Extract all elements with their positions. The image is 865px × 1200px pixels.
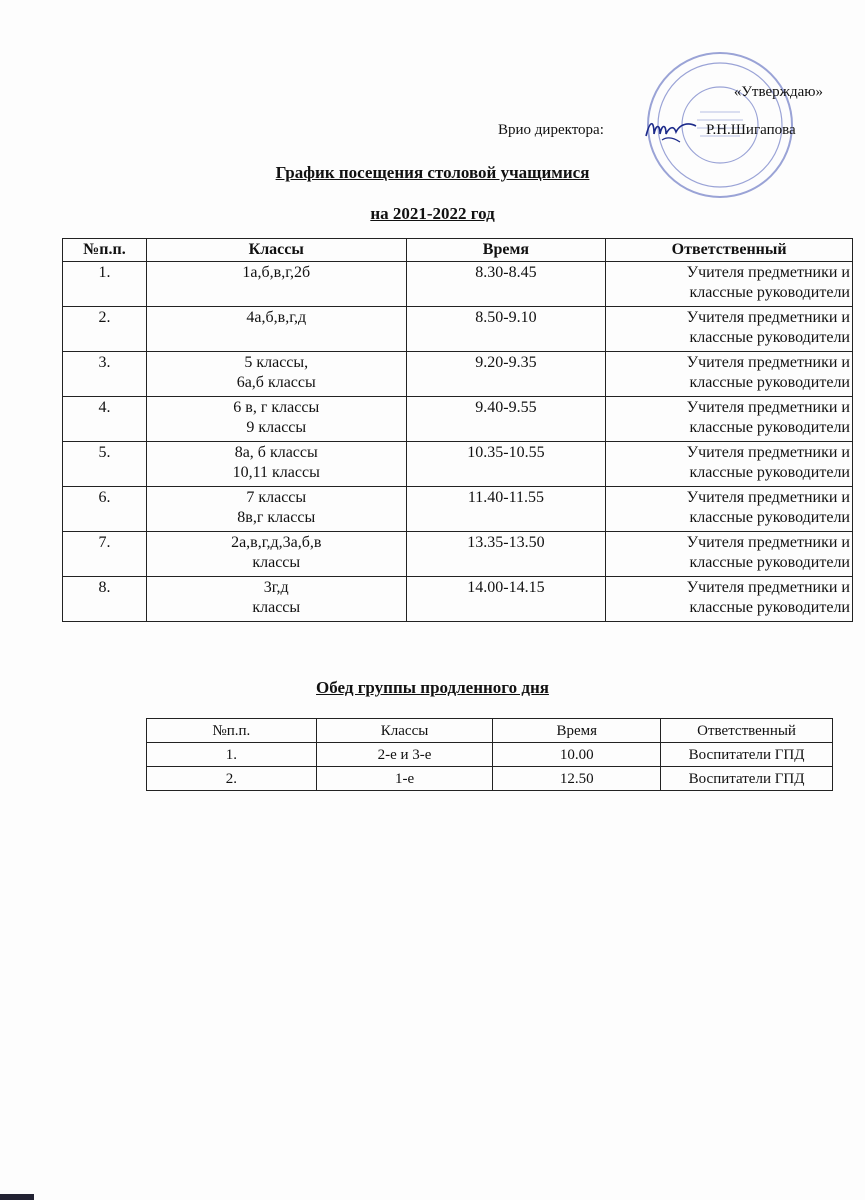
classes-cell: 2-е и 3-е	[316, 743, 493, 767]
time-cell: 10.00	[493, 743, 661, 767]
director-label: Врио директора:	[498, 122, 604, 138]
row-number: 1.	[63, 262, 147, 307]
cell-line: 8а, б классы	[234, 444, 318, 461]
extended-title: Обед группы продленного дня	[316, 678, 549, 697]
classes-cell	[146, 532, 406, 577]
cell-line: 6а,б классы	[236, 374, 316, 391]
table-row	[63, 442, 853, 487]
time-cell: 12.50	[493, 767, 661, 791]
row-number: 7.	[63, 532, 147, 577]
responsible-cell	[606, 577, 853, 622]
table-row	[63, 262, 853, 307]
extended-day-table	[146, 718, 833, 791]
column-header: Ответственный	[606, 239, 853, 262]
responsible-cell	[606, 532, 853, 577]
time-cell: 9.40-9.55	[406, 397, 606, 442]
cell-line: 1а,б,в,г,2б	[242, 264, 311, 281]
time-cell: 9.20-9.35	[406, 352, 606, 397]
time-cell: 10.35-10.55	[406, 442, 606, 487]
classes-cell	[146, 577, 406, 622]
cell-line: 7 классы	[246, 489, 307, 506]
cell-line: классные руководители	[689, 464, 850, 481]
responsible-cell	[606, 307, 853, 352]
column-header: Классы	[146, 239, 406, 262]
cell-line: Учителя предметники и	[686, 444, 850, 461]
page-subtitle: на 2021-2022 год	[370, 204, 495, 223]
cell-line: 4а,б,в,г,д	[246, 309, 307, 326]
cell-line: классные руководители	[689, 509, 850, 526]
director-name: Р.Н.Шигапова	[706, 122, 796, 138]
cell-line: 2а,в,г,д,3а,б,в	[231, 534, 322, 551]
column-header: Ответственный	[661, 719, 833, 743]
table-row	[63, 532, 853, 577]
cell-line: классные руководители	[689, 329, 850, 346]
cell-line: 8в,г классы	[237, 509, 316, 526]
cell-line: классные руководители	[689, 374, 850, 391]
cell-line: Учителя предметники и	[686, 579, 850, 596]
table-row	[63, 352, 853, 397]
table-row	[147, 767, 833, 791]
row-number: 6.	[63, 487, 147, 532]
scan-edge	[0, 1194, 34, 1200]
responsible-cell: Воспитатели ГПД	[661, 767, 833, 791]
cell-line: Учителя предметники и	[686, 534, 850, 551]
responsible-cell	[606, 262, 853, 307]
time-cell: 14.00-14.15	[406, 577, 606, 622]
table-row	[63, 487, 853, 532]
table-header-row	[63, 239, 853, 262]
row-number: 5.	[63, 442, 147, 487]
classes-cell	[146, 262, 406, 307]
cell-line: 3г,д	[263, 579, 289, 596]
cell-line: Учителя предметники и	[686, 399, 850, 416]
cell-line: 6 в, г классы	[233, 399, 320, 416]
approve-label: «Утверждаю»	[733, 84, 823, 100]
row-number: 8.	[63, 577, 147, 622]
column-header: №п.п.	[63, 239, 147, 262]
cell-line: 5 классы,	[244, 354, 309, 371]
cell-line: классные руководители	[689, 419, 850, 436]
responsible-cell	[606, 397, 853, 442]
column-header: Время	[406, 239, 606, 262]
classes-cell	[146, 307, 406, 352]
cell-line: Учителя предметники и	[686, 489, 850, 506]
responsible-cell	[606, 442, 853, 487]
classes-cell	[146, 397, 406, 442]
responsible-cell	[606, 487, 853, 532]
cell-line: классные руководители	[689, 554, 850, 571]
row-number: 4.	[63, 397, 147, 442]
cell-line: Учителя предметники и	[686, 264, 850, 281]
cell-line: классы	[252, 599, 301, 616]
cell-line: классные руководители	[689, 284, 850, 301]
table-header-row	[147, 719, 833, 743]
row-number: 2.	[63, 307, 147, 352]
cell-line: 10,11 классы	[232, 464, 320, 481]
responsible-cell: Воспитатели ГПД	[661, 743, 833, 767]
classes-cell: 1-е	[316, 767, 493, 791]
director-line	[498, 122, 828, 139]
classes-cell	[146, 442, 406, 487]
column-header: Время	[493, 719, 661, 743]
cell-line: классные руководители	[689, 599, 850, 616]
cell-line: классы	[252, 554, 301, 571]
schedule-table	[62, 238, 853, 622]
page-title: График посещения столовой учащимися	[275, 163, 590, 182]
classes-cell	[146, 352, 406, 397]
column-header: №п.п.	[147, 719, 317, 743]
table-row	[147, 743, 833, 767]
time-cell: 8.30-8.45	[406, 262, 606, 307]
column-header: Классы	[316, 719, 493, 743]
time-cell: 11.40-11.55	[406, 487, 606, 532]
row-number: 2.	[147, 767, 317, 791]
signature-icon	[644, 116, 700, 144]
time-cell: 8.50-9.10	[406, 307, 606, 352]
cell-line: Учителя предметники и	[686, 354, 850, 371]
table-row	[63, 397, 853, 442]
table-row	[63, 307, 853, 352]
time-cell: 13.35-13.50	[406, 532, 606, 577]
row-number: 1.	[147, 743, 317, 767]
cell-line: 9 классы	[246, 419, 307, 436]
classes-cell	[146, 487, 406, 532]
cell-line: Учителя предметники и	[686, 309, 850, 326]
responsible-cell	[606, 352, 853, 397]
row-number: 3.	[63, 352, 147, 397]
table-row	[63, 577, 853, 622]
